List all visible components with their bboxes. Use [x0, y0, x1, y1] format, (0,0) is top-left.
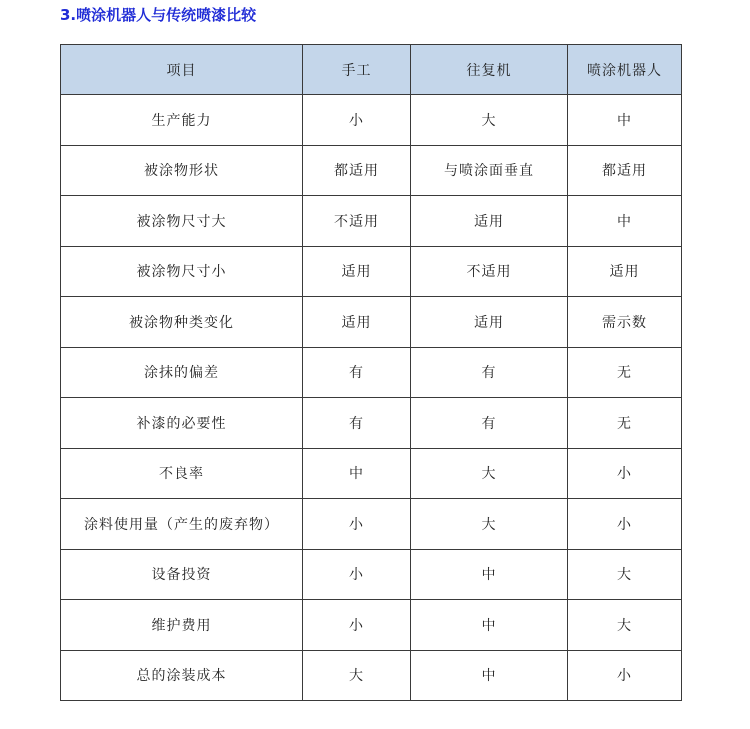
table-row	[61, 398, 682, 449]
manual-cell: 小	[303, 600, 411, 651]
manual-cell: 都适用	[303, 145, 411, 196]
row-label: 设备投资	[61, 549, 303, 600]
row-label: 维护费用	[61, 600, 303, 651]
header-item: 项目	[61, 45, 303, 95]
reciprocator-cell: 大	[411, 448, 568, 499]
manual-cell: 不适用	[303, 196, 411, 247]
row-label: 生产能力	[61, 95, 303, 146]
reciprocator-cell: 适用	[411, 297, 568, 348]
row-label: 被涂物形状	[61, 145, 303, 196]
table-row	[61, 499, 682, 550]
reciprocator-cell: 中	[411, 600, 568, 651]
row-label: 涂料使用量（产生的废弃物）	[61, 499, 303, 550]
table-row	[61, 600, 682, 651]
table-row	[61, 347, 682, 398]
table-row	[61, 650, 682, 701]
robot-cell: 大	[568, 549, 682, 600]
comparison-table	[60, 44, 682, 701]
reciprocator-cell: 中	[411, 650, 568, 701]
manual-cell: 有	[303, 398, 411, 449]
manual-cell: 中	[303, 448, 411, 499]
row-label: 被涂物种类变化	[61, 297, 303, 348]
reciprocator-cell: 有	[411, 347, 568, 398]
reciprocator-cell: 中	[411, 549, 568, 600]
header-reciprocator: 往复机	[411, 45, 568, 95]
row-label: 被涂物尺寸大	[61, 196, 303, 247]
reciprocator-cell: 大	[411, 95, 568, 146]
row-label: 涂抹的偏差	[61, 347, 303, 398]
table-row	[61, 95, 682, 146]
robot-cell: 中	[568, 95, 682, 146]
manual-cell: 小	[303, 549, 411, 600]
robot-cell: 中	[568, 196, 682, 247]
row-label: 总的涂装成本	[61, 650, 303, 701]
table-row	[61, 448, 682, 499]
robot-cell: 适用	[568, 246, 682, 297]
header-robot: 喷涂机器人	[568, 45, 682, 95]
robot-cell: 小	[568, 499, 682, 550]
robot-cell: 无	[568, 398, 682, 449]
row-label: 补漆的必要性	[61, 398, 303, 449]
manual-cell: 大	[303, 650, 411, 701]
robot-cell: 需示数	[568, 297, 682, 348]
robot-cell: 小	[568, 650, 682, 701]
reciprocator-cell: 有	[411, 398, 568, 449]
robot-cell: 无	[568, 347, 682, 398]
manual-cell: 有	[303, 347, 411, 398]
table-row	[61, 246, 682, 297]
robot-cell: 都适用	[568, 145, 682, 196]
row-label: 不良率	[61, 448, 303, 499]
header-manual: 手工	[303, 45, 411, 95]
table-row	[61, 297, 682, 348]
reciprocator-cell: 大	[411, 499, 568, 550]
robot-cell: 大	[568, 600, 682, 651]
robot-cell: 小	[568, 448, 682, 499]
document-title: 3.喷涂机器人与传统喷漆比较	[60, 6, 257, 24]
manual-cell: 适用	[303, 246, 411, 297]
table-row	[61, 196, 682, 247]
reciprocator-cell: 与喷涂面垂直	[411, 145, 568, 196]
manual-cell: 小	[303, 499, 411, 550]
table-row	[61, 145, 682, 196]
table-row	[61, 549, 682, 600]
row-label: 被涂物尺寸小	[61, 246, 303, 297]
manual-cell: 适用	[303, 297, 411, 348]
reciprocator-cell: 适用	[411, 196, 568, 247]
table-header-row	[61, 45, 682, 95]
reciprocator-cell: 不适用	[411, 246, 568, 297]
manual-cell: 小	[303, 95, 411, 146]
